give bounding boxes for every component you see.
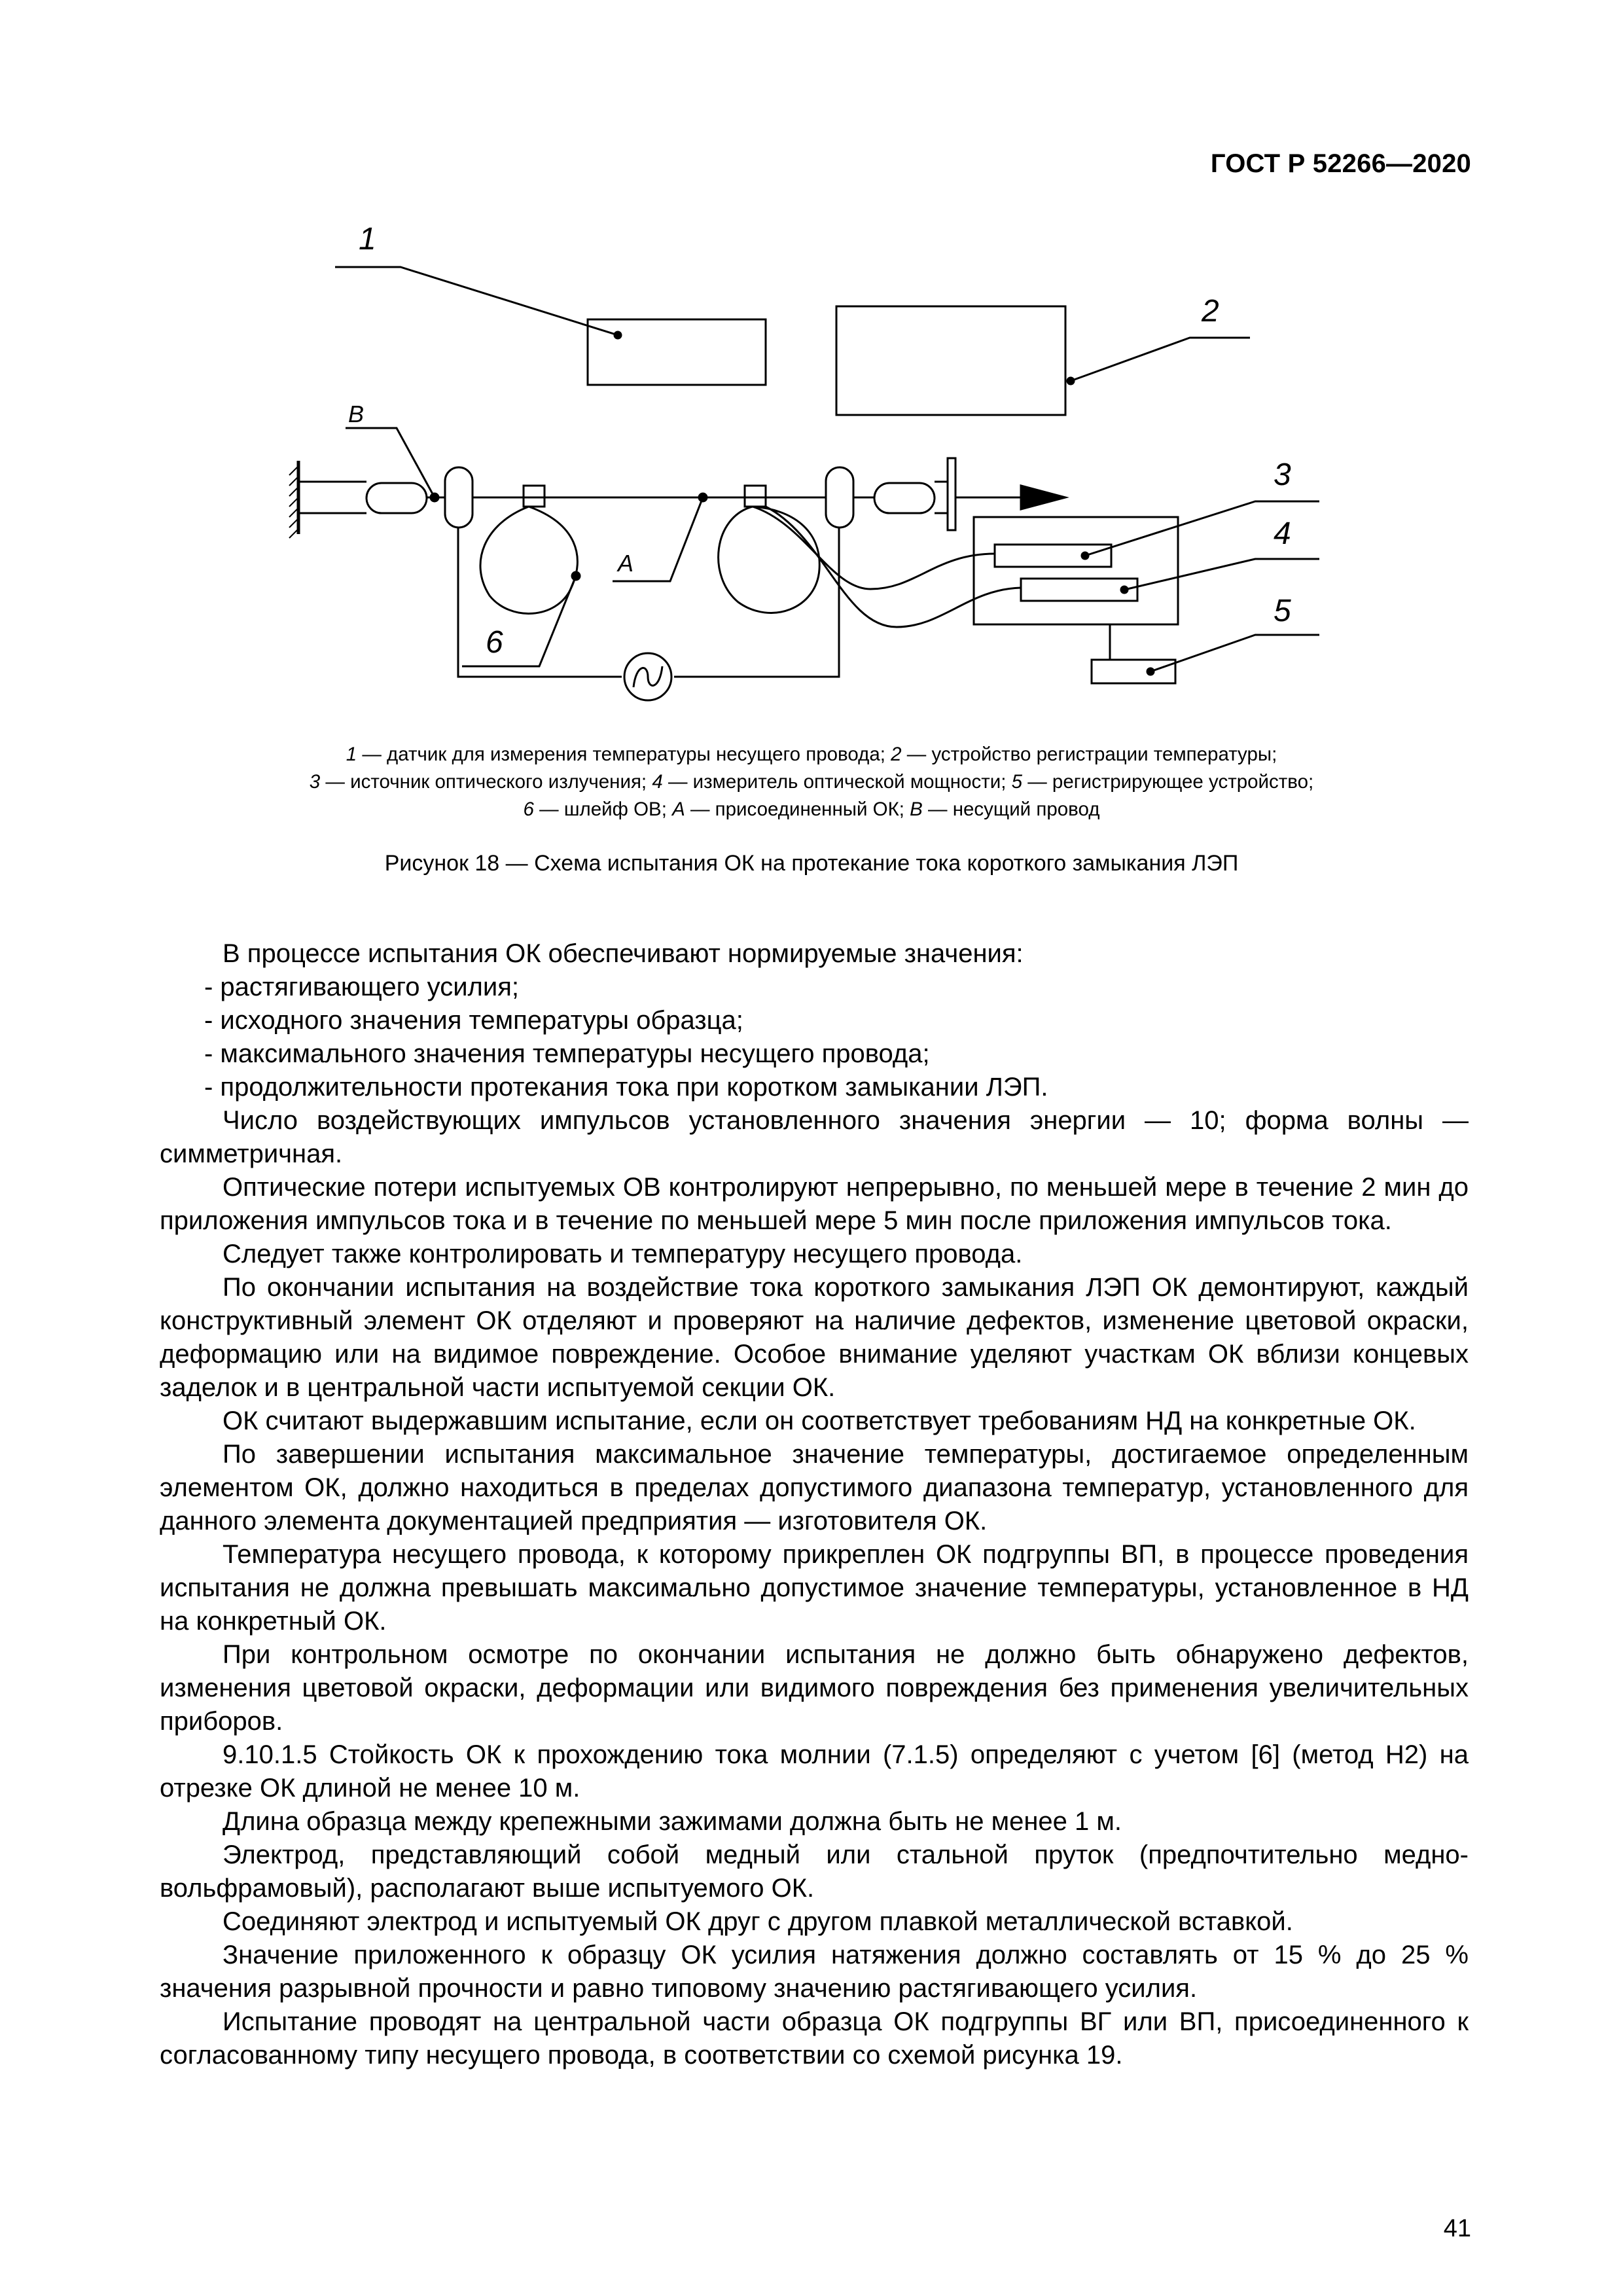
paragraph: Температура несущего провода, к которому прикреплен ОК подгруппы ВП, в процессе проведения испытания не должна превышать максимально допустимое значение температуры, установленное в НД на конкретный ОК. (160, 1540, 1469, 1636)
paragraph: Соединяют электрод и испытуемый ОК друг с другом плавкой металлической вставкой. (223, 1907, 1293, 1936)
leader-4 (1124, 559, 1319, 590)
figure-label-3: 3 (1274, 457, 1291, 492)
test-scheme-diagram (0, 0, 1623, 864)
legend-text-5: — регистрирующее устройство; (1022, 771, 1314, 793)
legend-text-4: — измеритель оптической мощности; (662, 771, 1012, 793)
figure-label-1: 1 (359, 222, 376, 257)
recorder-5 (1092, 660, 1175, 683)
power-meter-4 (1021, 579, 1137, 601)
legend-num-3: 3 (309, 771, 321, 793)
instrument-enclosure (974, 517, 1178, 624)
figure-label-A: A (618, 550, 634, 577)
legend-text-1: — датчик для измерения температуры несущего провода; (357, 744, 891, 765)
legend-num-A: А (672, 798, 685, 820)
right-coupler (745, 486, 766, 507)
sensor-box-1 (588, 319, 766, 385)
list-item: - растягивающего усилия; (204, 973, 520, 1001)
list-item: - максимального значения температуры несущего провода; (204, 1039, 930, 1068)
list-item: - исходного значения температуры образца; (204, 1006, 743, 1035)
figure-label-4: 4 (1274, 516, 1291, 551)
paragraph: При контрольном осмотре по окончании испытания не должно быть обнаружено дефектов, изменения цветовой окраски, деформации или видимого повреждения без применения увеличительных приборов. (160, 1640, 1469, 1736)
paragraph: По окончании испытания на воздействие тока короткого замыкания ЛЭП ОК демонтируют, каждый конструктивный элемент ОК отделяют и проверяют на наличие дефектов, изменение цветовой окраски, деформацию или на видимое повреждение. Особое внимание уделяют участкам ОК вблизи концевых заделок и в центральной части испытуемой секции ОК. (160, 1273, 1469, 1402)
paragraph: Следует также контролировать и температуру несущего провода. (223, 1240, 1023, 1268)
figure-label-5: 5 (1274, 594, 1291, 628)
tension-plate (948, 458, 955, 530)
leader-6 (462, 576, 576, 666)
sine-symbol (633, 666, 662, 687)
fiber-loop-left (480, 507, 577, 613)
fiber-to-3 (753, 507, 995, 589)
figure-label-6: 6 (486, 625, 503, 660)
legend-line-1 (0, 741, 1623, 768)
legend-text-6: — шлейф ОВ; (533, 798, 673, 820)
paragraph: Значение приложенного к образцу ОК усилия натяжения должно составлять от 15 % до 25 % значения разрывной прочности и равно типовому значению растягивающего усилия. (160, 1941, 1469, 2003)
optical-source-3 (995, 545, 1111, 567)
left-coupler (524, 486, 544, 507)
fiber-loop-right (719, 507, 820, 613)
document-code: ГОСТ Р 52266—2020 (1210, 149, 1471, 178)
body-text (160, 937, 1469, 2072)
legend-num-2: 2 (891, 744, 902, 765)
legend-line-2 (0, 768, 1623, 796)
right-clamp (826, 467, 853, 528)
tension-arrow (1021, 486, 1065, 509)
figure-label-2: 2 (1202, 294, 1219, 329)
right-insulator (874, 483, 935, 513)
legend-num-6: 6 (523, 798, 534, 820)
legend-line-3 (0, 796, 1623, 823)
figure-label-B: B (348, 401, 365, 427)
paragraph: Число воздействующих импульсов установленного значения энергии — 10; форма волны — симметричная. (160, 1106, 1469, 1168)
page-number: 41 (1443, 2215, 1471, 2242)
paragraph: В процессе испытания ОК обеспечивают нормируемые значения: (223, 939, 1024, 968)
legend-text-3: — источник оптического излучения; (320, 771, 652, 793)
paragraph: Длина образца между крепежными зажимами должна быть не менее 1 м. (223, 1807, 1122, 1836)
paragraph: Испытание проводят на центральной части образца ОК подгруппы ВГ или ВП, присоединенного к согласованному типу несущего провода, в соответствии со схемой рисунка 19. (160, 2007, 1469, 2070)
paragraph: ОК считают выдержавшим испытание, если он соответствует требованиям НД на конкретные ОК. (223, 1407, 1416, 1435)
list-item: - продолжительности протекания тока при коротком замыкании ЛЭП. (204, 1073, 1048, 1102)
legend-num-5: 5 (1011, 771, 1023, 793)
figure-caption: Рисунок 18 — Схема испытания ОК на протекание тока короткого замыкания ЛЭП (384, 851, 1239, 876)
paragraph: Электрод, представляющий собой медный или стальной пруток (предпочтительно медно-вольфрамовый), располагают выше испытуемого ОК. (160, 1840, 1469, 1903)
leader-1 (335, 267, 618, 335)
fiber-to-4 (766, 507, 1021, 627)
legend-text-B: — несущий провод (922, 798, 1100, 820)
paragraph: По завершении испытания максимальное значение температуры, достигаемое определенным элементом ОК, должно находиться в пределах допустимого диапазона температур, установленного для данного элемента документацией предприятия — изготовителя ОК. (160, 1440, 1469, 1535)
paragraph: 9.10.1.5 Стойкость ОК к прохождению тока молнии (7.1.5) определяют с учетом [6] (метод Н2) на отрезке ОК длиной не менее 10 м. (160, 1740, 1469, 1803)
leader-2 (1071, 338, 1250, 381)
figure-legend (0, 741, 1623, 823)
paragraph: Оптические потери испытуемых ОВ контролируют непрерывно, по меньшей мере в течение 2 мин до приложения импульсов тока и в течение по меньшей мере 5 мин после приложения импульсов тока. (160, 1173, 1469, 1235)
temperature-recorder-box-2 (836, 306, 1065, 415)
legend-num-1: 1 (346, 744, 357, 765)
left-insulator (366, 483, 427, 513)
test-scheme-figure (0, 0, 1623, 864)
legend-text-A: — присоединенный ОК; (685, 798, 910, 820)
legend-num-B: В (910, 798, 923, 820)
left-clamp (445, 467, 473, 528)
legend-num-4: 4 (652, 771, 663, 793)
legend-text-2: — устройство регистрации температуры; (901, 744, 1277, 765)
